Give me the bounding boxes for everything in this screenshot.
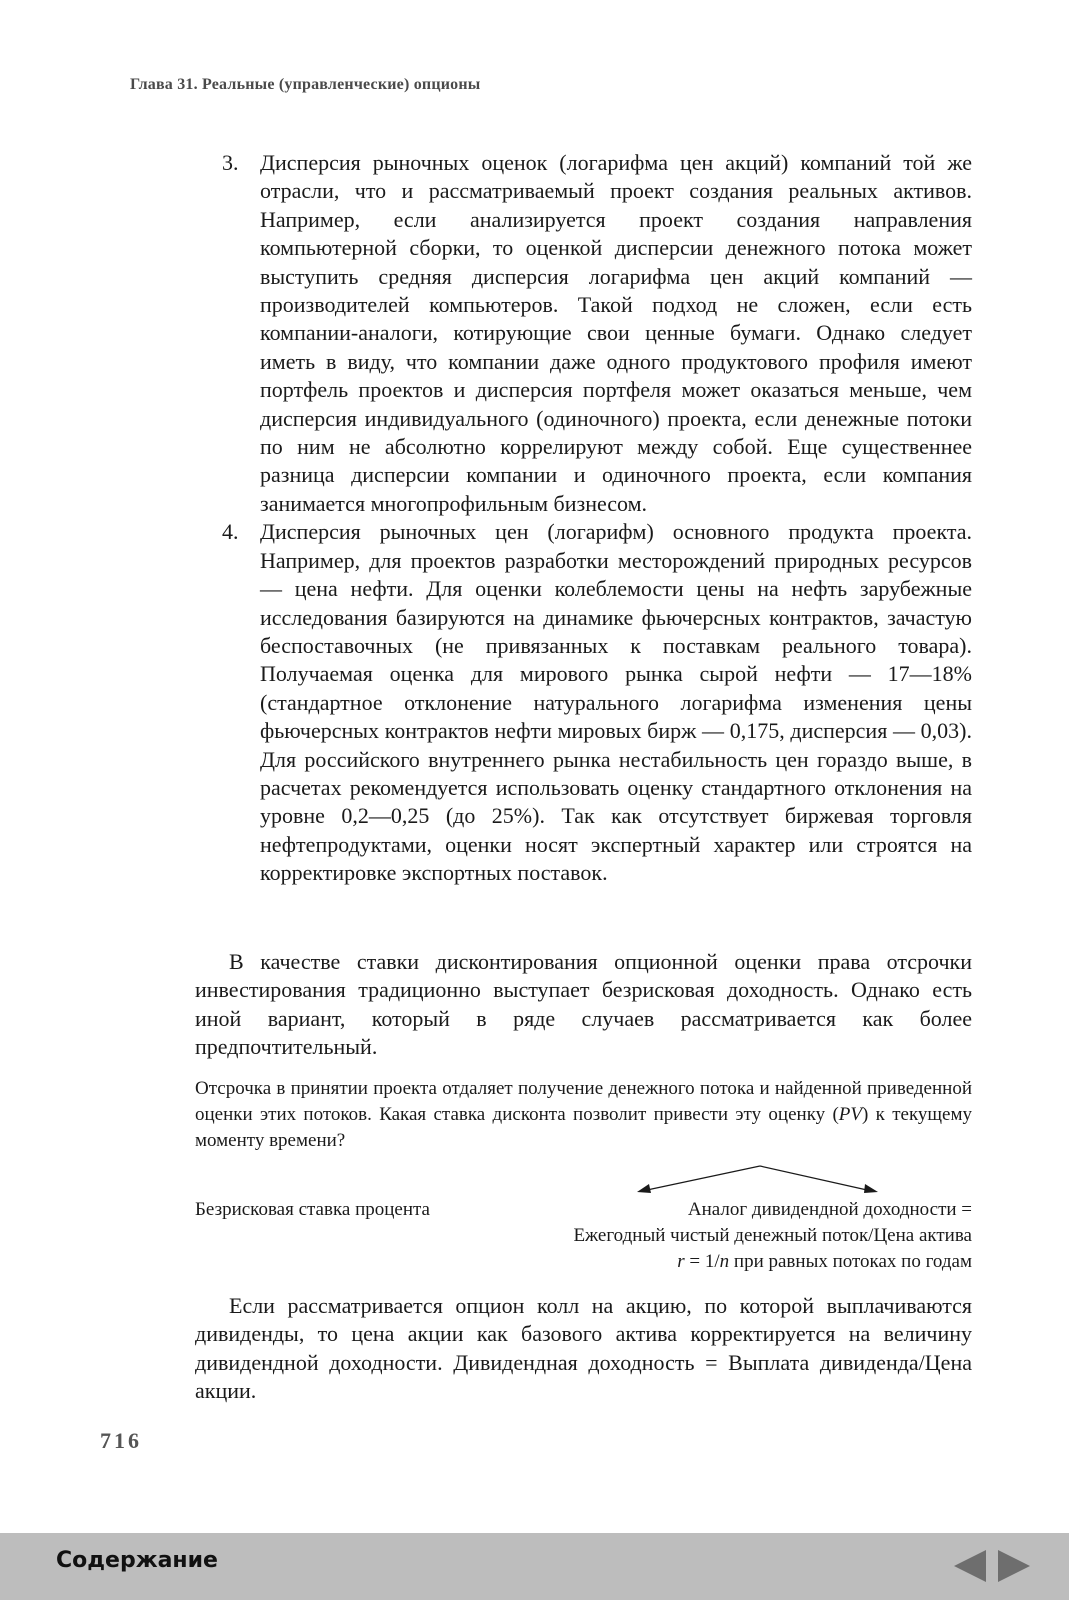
body-paragraph: Если рассматривается опцион колл на акцию, по которой выплачиваются дивиденды, то цена акции как базового актива корректируется на величину дивидендной доходности. Дивидендная доходность = Выплата дивиденда/Цена акции.: [195, 1293, 972, 1404]
page-number: 716: [100, 1428, 142, 1453]
triangle-left-icon: [952, 1549, 988, 1583]
formula-rest: при равных потоках по годам: [729, 1251, 972, 1272]
pv-symbol: PV: [838, 1104, 863, 1125]
list-item: [222, 518, 972, 887]
list-item-text: Дисперсия рыночных оценок (логарифма цен акций) компаний той же отрасли, что и рассматриваемый проект создания реальных активов. Например, если анализируется проект создания направления компьютерной сборки, то оценкой дисперсии денежного потока может выступить средняя дисперсия логарифма цен акций компаний — производителей компьютеров. Такой подход не сложен, если есть компании-аналоги, котирующие свои ценные бумаги. Однако следует иметь в виду, что компании даже одного продуктового профиля имеют портфель проектов и дисперсия портфеля может оказаться меньше, чем дисперсия индивидуального (одиночного) проекта, если денежные потоки по ним не абсолютно коррелируют между собой. Еще существеннее разница дисперсии компании и одиночного проекта, если компания занимается многопрофильным бизнесом.: [260, 150, 972, 516]
scheme-question-text-end: ) к текущему моменту времени?: [195, 1104, 972, 1151]
formula-n: n: [719, 1251, 730, 1272]
branch-arrows-icon: [635, 1162, 885, 1196]
scheme-formula: [573, 1249, 972, 1275]
scheme-right-line: Аналог дивидендной доходности =: [687, 1199, 972, 1220]
body-paragraph: В качестве ставки дисконтирования опционной оценки права отсрочки инвестирования традиционно выступает безрисковая доходность. Однако есть иной вариант, который в ряде случаев рассматривается как более предпочтительный.: [195, 949, 972, 1060]
scheme-right-option: [573, 1197, 972, 1275]
scheme-question-text: Отсрочка в принятии проекта отдаляет получение денежного потока и найденной приведенной оценки этих потоков. Какая ставка дисконта позволит привести эту оценку (: [195, 1078, 972, 1125]
footer-nav-bar: [0, 1533, 1069, 1600]
scheme-left-option: Безрисковая ставка процента: [195, 1199, 430, 1220]
triangle-right-icon: [996, 1549, 1032, 1583]
list-item: [222, 149, 972, 518]
list-item-number: 3.: [222, 150, 239, 175]
list-item-text: Дисперсия рыночных цен (логарифм) основного продукта проекта. Например, для проектов разработки месторождений природных ресурсов — цена нефти. Для оценки колеблемости цены на нефть зарубежные исследования базируются на динамике фьючерсных контрактов, зачастую беспоставочных (не привязанных к поставкам реального товара). Получаемая оценка для мирового рынка сырой нефти — 17—18% (стандартное отклонение натурального логарифма изменения цены фьючерсных контрактов нефти мировых бирж — 0,175, дисперсия — 0,03). Для российского внутреннего рынка нестабильность цен гораздо выше, в расчетах рекомендуется использовать оценку стандартного отклонения на уровне 0,2—0,25 (до 25%). Так как отсутствует биржевая торговля нефтепродуктами, оценки носят экспертный характер или строятся на корректировке экспортных поставок.: [260, 519, 972, 886]
numbered-list: [222, 149, 972, 888]
previous-page-button[interactable]: [952, 1549, 988, 1583]
scheme-right-line: Ежегодный чистый денежный поток/Цена актива: [573, 1225, 972, 1246]
scheme-question: [195, 1076, 972, 1154]
discount-rate-scheme: [195, 1076, 972, 1272]
running-head: Глава 31. Реальные (управленческие) опционы: [130, 76, 481, 93]
contents-link[interactable]: Содержание: [56, 1548, 218, 1573]
formula-eq: = 1/: [684, 1251, 720, 1272]
formula-r: r: [677, 1251, 685, 1272]
next-page-button[interactable]: [996, 1549, 1032, 1583]
list-item-number: 4.: [222, 519, 239, 545]
